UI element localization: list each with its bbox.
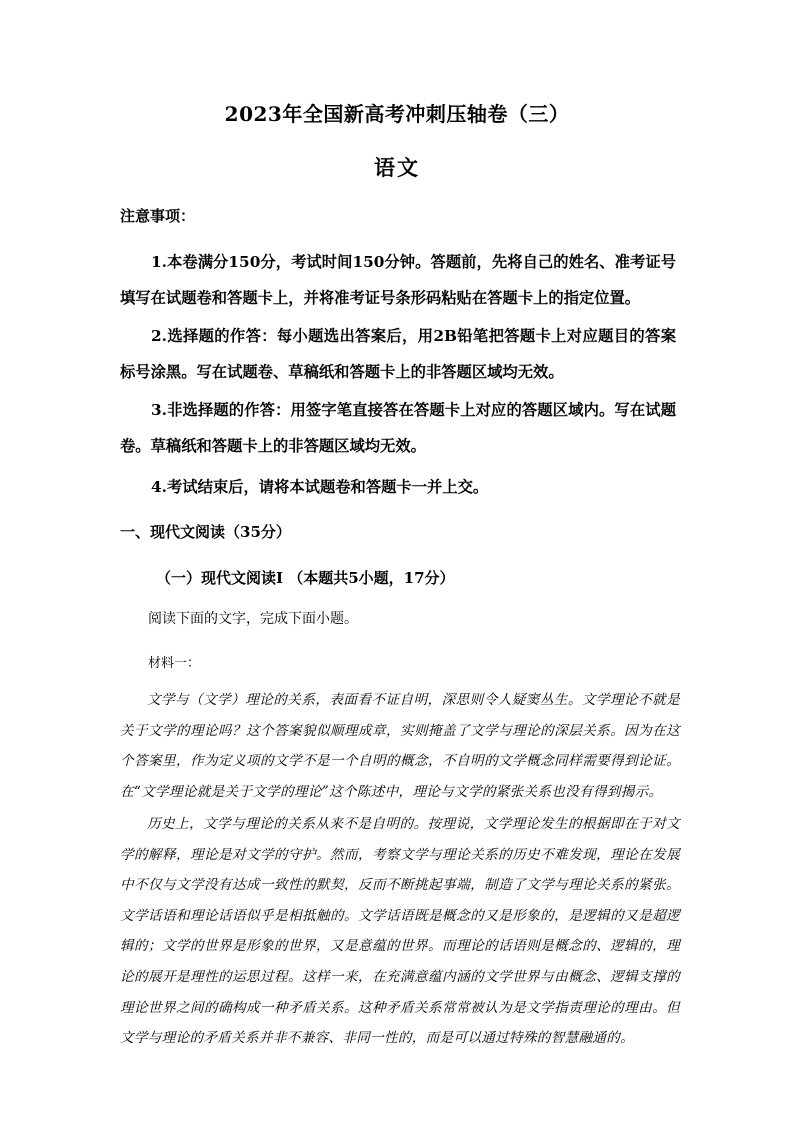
notice-heading: 注意事项： [120, 207, 196, 225]
exam-title: 2023年全国新高考冲刺压轴卷（三） [224, 102, 570, 126]
section-subheading: （一）现代文阅读Ⅰ （本题共5小题，17分） [156, 569, 455, 587]
notice-item-2: 2.选择题的作答：每小题选出答案后，用2B铅笔把答题卡上对应题目的答案标号涂黑。写在试题卷、草稿纸和答题卡上的非答题区域均无效。 [120, 327, 676, 381]
notice-item-4: 4.考试结束后，请将本试题卷和答题卡一并上交。 [151, 478, 489, 496]
notice-item-1: 1.本卷满分150分，考试时间150分钟。答题前，先将自己的姓名、准考证号填写在试题卷和答题卡上，并将准考证号条形码粘贴在答题卡上的指定位置。 [120, 253, 676, 307]
notice-item-3: 3.非选择题的作答：用签字笔直接答在答题卡上对应的答题区域内。写在试题卷。草稿纸和答题卡上的非答题区域均无效。 [120, 401, 676, 455]
material-label: 材料一： [148, 656, 201, 671]
passage-paragraph-1: 文学与（文学）理论的关系，表面看不证自明，深思则令人疑窦丛生。文学理论不就是关于文学的理论吗？这个答案貌似顺理成章，实则掩盖了文学与理论的深层关系。因为在这个答案里，作为定义项的文学不是一个自明的概念，不自明的文学概念同样需要得到论证。在“文学理论就是关于文学的理论”这个陈述中，理论与文学的紧张关系也没有得到揭示。 [120, 692, 680, 800]
section-heading: 一、现代文阅读（35分） [120, 523, 291, 541]
passage-paragraph-2: 历史上，文学与理论的关系从来不是自明的。按理说，文学理论发生的根据即在于对文学的解释，理论是对文学的守护。然而，考察文学与理论关系的历史不难发现，理论在发展中不仅与文学没有达成一致性的默契，反而不断挑起事端，制造了文学与理论关系的紧张。文学话语和理论话语似乎是相抵触的。文学话语既是概念的又是形象的，是逻辑的又是超逻辑的；文学的世界是形象的世界，又是意蕴的世界。而理论的话语则是概念的、逻辑的，理论的展开是理性的运思过程。这样一来，在充满意蕴内涵的文学世界与由概念、逻辑支撑的理论世界之间的确构成一种矛盾关系。这种矛盾关系常常被认为是文学指责理论的理由。但文学与理论的矛盾关系并非不兼容、非同一性的，而是可以通过特殊的智慧融通的。 [120, 816, 680, 1047]
reading-instruction: 阅读下面的文字，完成下面小题。 [148, 611, 358, 627]
subject-title: 语文 [374, 155, 420, 180]
